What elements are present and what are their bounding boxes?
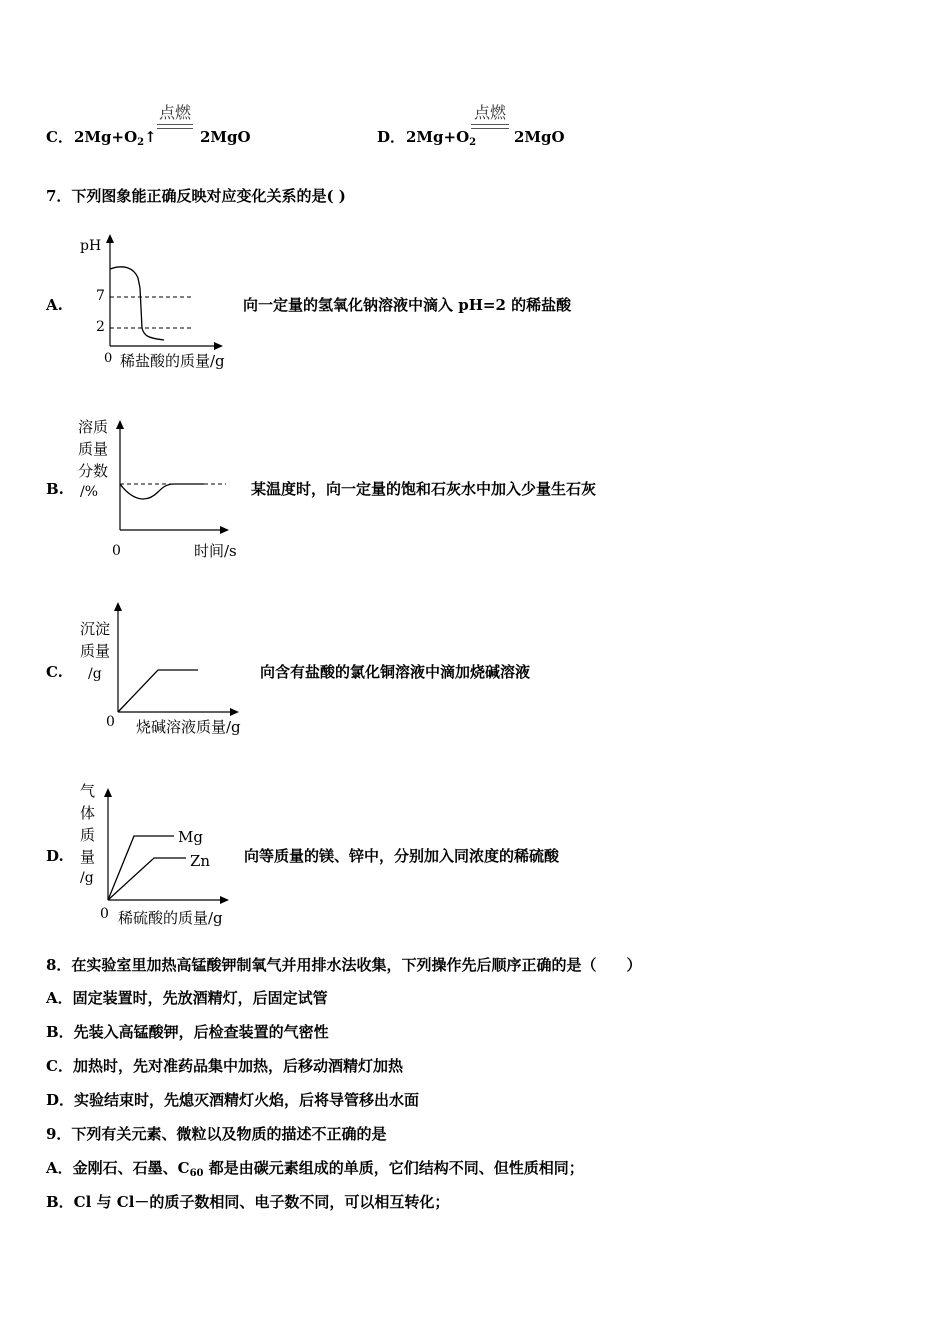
y-axis-label-line3: 质 <box>80 826 96 844</box>
q6-d-equation-lhs: $2Mg+O_2$ <box>406 128 477 148</box>
precipitate-curve <box>118 670 198 712</box>
q8-option-c: C．加热时，先对准药品集中加热，后移动酒精灯加热 <box>46 1057 403 1075</box>
q6-d-equation-rhs: 2MgO <box>514 128 565 146</box>
q7-c-graph <box>74 596 264 746</box>
q7-b-graph <box>74 412 254 562</box>
x-axis-arrow-icon <box>214 342 223 350</box>
q7-c-description: 向含有盐酸的氯化铜溶液中滴加烧碱溶液 <box>260 663 531 681</box>
q8-stem: 8．在实验室里加热高锰酸钾制氧气并用排水法收集，下列操作先后顺序正确的是（ ） <box>46 956 642 974</box>
tick-7-label: 7 <box>96 288 105 304</box>
q8-option-d: D．实验结束时，先熄灭酒精灯火焰，后将导管移出水面 <box>46 1091 420 1109</box>
q7-d-label: D. <box>46 847 64 865</box>
q7-stem: 7．下列图象能正确反映对应变化关系的是( ) <box>46 187 346 205</box>
q7-d-description: 向等质量的镁、锌中，分别加入同浓度的稀硫酸 <box>244 847 560 865</box>
y-axis-label-line4: 量 <box>80 848 96 866</box>
q7-b-description: 某温度时，向一定量的饱和石灰水中加入少量生石灰 <box>251 480 597 498</box>
origin-label: 0 <box>104 351 113 366</box>
mg-series-label: Mg <box>178 828 203 846</box>
x-axis-label: 稀硫酸的质量/g <box>118 909 223 927</box>
q6-c-label: C． <box>46 128 73 146</box>
q8-option-a: A．固定装置时，先放酒精灯，后固定试管 <box>46 989 328 1007</box>
ph-curve <box>110 267 164 340</box>
y-axis-arrow-icon <box>104 788 112 797</box>
q6-d-equals-sign <box>471 124 509 129</box>
x-axis-label: 时间/s <box>194 542 237 560</box>
y-axis-label-line2: 体 <box>80 804 96 822</box>
q6-d-condition: 点燃 <box>474 103 507 122</box>
q7-b-label: B. <box>46 480 64 498</box>
q7-a-graph <box>74 228 254 378</box>
q6-c-equals-sign <box>157 124 193 129</box>
gas-arrow-icon: ↑ <box>144 128 157 146</box>
y-axis-label-line2: 质量 <box>78 440 109 458</box>
x-axis-label: 稀盐酸的质量/g <box>120 352 225 370</box>
x-axis-arrow-icon <box>230 708 239 716</box>
y-axis-label-line3: 分数 <box>78 462 109 480</box>
x-axis-label: 烧碱溶液质量/g <box>136 718 241 736</box>
origin-label: 0 <box>106 714 115 730</box>
q6-c-condition: 点燃 <box>159 103 192 122</box>
y-axis-label-line2: 质量 <box>80 642 111 660</box>
y-axis-label-line5: /g <box>80 870 94 886</box>
q9-option-b: B．Cl 与 Cl－的质子数相同、电子数不同，可以相互转化； <box>46 1193 450 1211</box>
q7-d-graph <box>74 778 264 933</box>
y-axis-label-line4: /% <box>80 484 99 500</box>
q9-stem: 9．下列有关元素、微粒以及物质的描述不正确的是 <box>46 1125 387 1143</box>
q9-option-a: A．金刚石、石墨、$C_{60}$ 都是由碳元素组成的单质，它们结构不同、但性质相同； <box>46 1159 584 1179</box>
origin-label: 0 <box>100 906 109 922</box>
y-axis-label-line1: 溶质 <box>78 418 109 436</box>
q6-c-equation-lhs: $2Mg+O_2↑$ <box>74 128 157 148</box>
q6-c-equation-rhs: 2MgO <box>200 128 251 146</box>
y-axis-label-line1: 气 <box>80 782 96 800</box>
y-axis-label-line1: 沉淀 <box>80 620 111 638</box>
q7-a-description: 向一定量的氢氧化钠溶液中滴入 pH=2 的稀盐酸 <box>243 296 572 314</box>
q8-option-b: B．先装入高锰酸钾，后检查装置的气密性 <box>46 1023 329 1041</box>
x-axis-arrow-icon <box>220 526 229 534</box>
y-axis-arrow-icon <box>116 420 124 429</box>
origin-label: 0 <box>112 543 121 559</box>
y-axis-arrow-icon <box>114 602 122 611</box>
x-axis-arrow-icon <box>220 896 229 904</box>
zn-curve <box>108 858 186 900</box>
q7-c-label: C. <box>46 663 63 681</box>
y-axis-arrow-icon <box>106 234 114 243</box>
y-axis-label: pH <box>80 238 102 254</box>
tick-2-label: 2 <box>96 319 105 335</box>
q6-d-label: D． <box>377 128 406 146</box>
zn-series-label: Zn <box>190 852 211 870</box>
q7-a-label: A. <box>46 296 63 314</box>
y-axis-label-line3: /g <box>88 666 102 682</box>
solute-fraction-curve <box>120 484 204 499</box>
